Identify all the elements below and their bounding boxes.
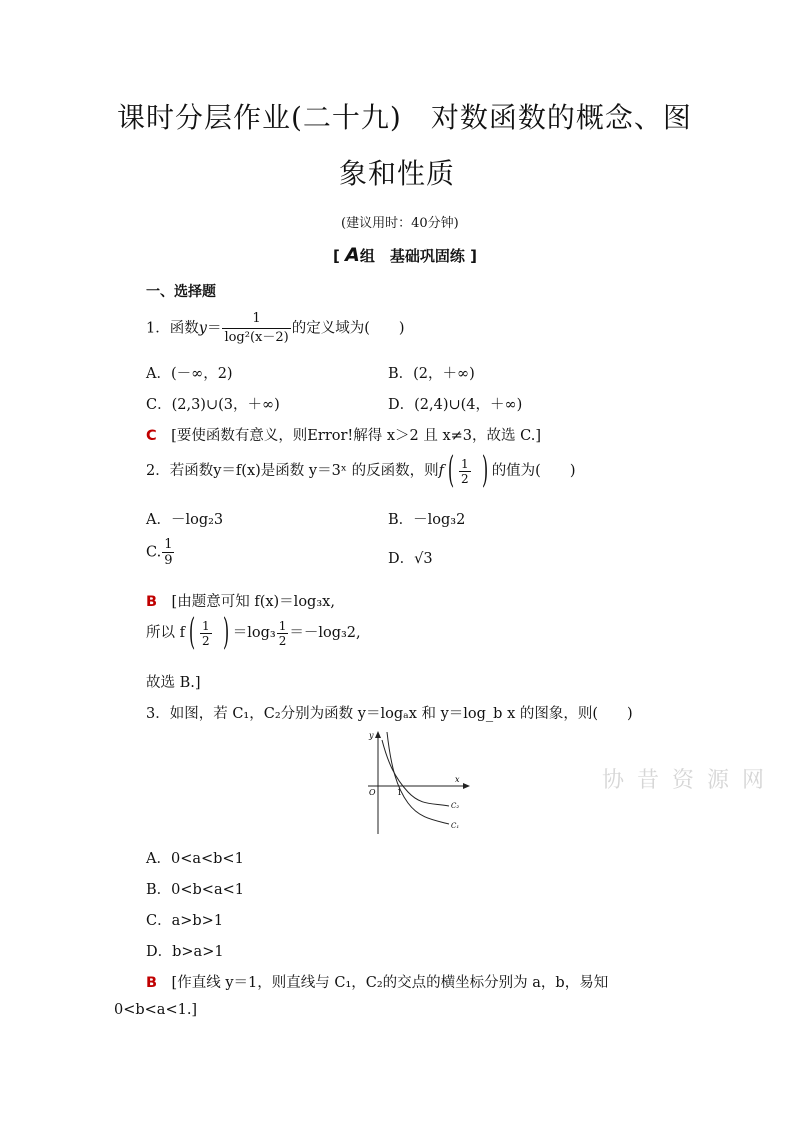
q2-option-c-den: 9 (164, 553, 173, 568)
q2-num: 1 (461, 456, 469, 471)
answer-2-fraction2 (277, 619, 289, 648)
graph-x-label: x (455, 775, 460, 784)
q2-f: f (438, 463, 444, 479)
q1-y: y (198, 320, 207, 337)
q2-option-c-num: 1 (164, 537, 173, 552)
q1-option-d[interactable]: D．(2,4)∪(4，＋∞) (388, 397, 523, 413)
group-label: 组 基础巩固练 (359, 247, 465, 265)
answer-3-text1: [作直线 y＝1，则直线与 C₁，C₂的交点的横坐标分别为 a，b，易知 (157, 975, 609, 991)
time-note: (建议用时：40分钟) (341, 216, 459, 231)
graph-y-arrow (375, 731, 381, 738)
graph-curve-c2 (382, 740, 449, 806)
answer-2-den1: 2 (202, 633, 210, 648)
question-1 (146, 310, 405, 347)
answer-2-line3: 故选 B.] (146, 675, 201, 691)
answer-2-letter: B (146, 594, 158, 610)
q1-option-a[interactable]: A．(－∞，2) (146, 366, 233, 382)
answer-2-line2: 所以 f ( $\frac{1}{2}$ ) ＝log₃ $\frac{1}{2}$ ＝－log₃2, (146, 612, 361, 653)
group-heading (333, 244, 477, 266)
group-open-bracket: [ (333, 247, 340, 265)
q2-fraction (459, 457, 471, 486)
graph-y-label: y (369, 731, 374, 740)
page-title-line2: 象和性质 (339, 157, 456, 190)
answer-3-line1 (146, 971, 608, 992)
answer-2-suffix: ＝－log₃2, (289, 625, 361, 641)
q2-option-c-prefix: C. (146, 544, 162, 561)
q2-body: y＝f(x)是函数 y＝3ˣ 的反函数，则 (213, 463, 439, 479)
answer-1 (146, 424, 541, 445)
q1-fraction (222, 310, 290, 347)
answer-1-text: [要使函数有意义，则Error!解得 x＞2 且 x≠3，故选 C.] (156, 428, 541, 444)
graph-c2-label: C₂ (451, 802, 460, 810)
q2-prefix: 2．若函数 (146, 463, 214, 479)
answer-2-text1: [由题意可知 f(x)＝log₃x, (157, 594, 335, 610)
graph-origin-label: O (369, 788, 376, 797)
group-close-bracket: ] (470, 247, 477, 265)
q1-den: log²(x－2) (224, 330, 289, 345)
question-2: 2．若函数y＝f(x)是函数 y＝3ˣ 的反函数，则f ( $\frac{1}{2}$ ) 的值为( ) (146, 450, 576, 491)
group-letter: A (345, 244, 360, 266)
q1-eq: ＝ (206, 320, 222, 337)
q3-option-c[interactable]: C．a>b>1 (146, 913, 224, 929)
answer-2-mid: ＝log₃ (232, 625, 276, 641)
graph-c1-label: C₁ (451, 822, 460, 830)
graph-curve-c1 (387, 732, 449, 824)
graph-x-arrow (463, 783, 470, 789)
log-graph (363, 728, 473, 838)
section-heading: 一、选择题 (146, 284, 216, 300)
answer-3-letter: B (146, 975, 158, 991)
q2-den: 2 (461, 471, 469, 486)
q1-prefix: 1．函数 (146, 320, 199, 337)
graph-one-label: 1 (397, 788, 403, 797)
answer-2-prefix: 所以 f (146, 625, 185, 641)
q1-num: 1 (252, 311, 261, 326)
answer-2-fraction1 (200, 619, 212, 648)
q1-suffix: 的定义域为( ) (291, 320, 405, 337)
q1-option-c[interactable]: C．(2,3)∪(3，＋∞) (146, 397, 280, 413)
q3-option-a[interactable]: A．0<a<b<1 (146, 851, 244, 867)
q3-option-d[interactable]: D．b>a>1 (146, 944, 224, 960)
q2-option-d[interactable]: D．√3 (388, 551, 433, 567)
q2-option-c-fraction (162, 537, 174, 568)
answer-2-line1 (146, 590, 335, 611)
answer-2-num2: 1 (278, 618, 287, 633)
answer-3-line2: 0<b<a<1.] (114, 1002, 198, 1018)
watermark: 协 昔 资 源 网 (602, 768, 767, 793)
q2-option-c[interactable] (146, 537, 175, 568)
answer-2-den2: 2 (278, 633, 287, 648)
q2-suffix: 的值为( ) (491, 463, 576, 479)
q1-option-b[interactable]: B．(2，＋∞) (388, 366, 475, 382)
question-3: 3．如图，若 C₁，C₂分别为函数 y＝logₐx 和 y＝log_b x 的图象，则( ) (146, 706, 633, 722)
answer-1-letter: C (146, 428, 157, 444)
q3-option-b[interactable]: B．0<b<a<1 (146, 882, 244, 898)
answer-2-num1: 1 (202, 618, 210, 633)
q2-option-a[interactable]: A．－log₂3 (146, 512, 224, 528)
page-title-line1: 课时分层作业(二十九) 对数函数的概念、图 (117, 101, 692, 134)
q2-option-b[interactable]: B．－log₃2 (388, 512, 466, 528)
